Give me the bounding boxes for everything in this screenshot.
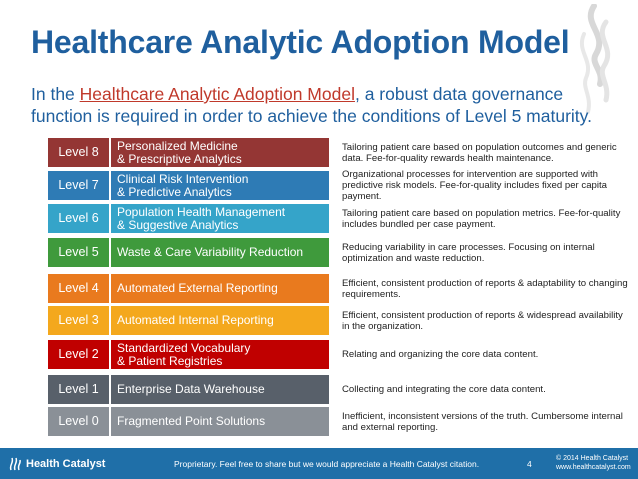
level-name <box>111 171 329 200</box>
level-name <box>111 306 329 335</box>
intro-prefix: In the <box>31 84 80 104</box>
catalyst-logo-icon <box>8 457 22 471</box>
level-name-line-1: Enterprise Data Warehouse <box>117 382 265 396</box>
level-row <box>48 138 638 167</box>
level-description <box>342 274 628 303</box>
level-row <box>48 238 638 267</box>
level-name <box>111 204 329 233</box>
intro-suffix: , a robust data governance function is required in order to achieve the conditions of Level 5 maturity. <box>31 84 592 126</box>
level-name-line-2: & Predictive Analytics <box>117 184 232 199</box>
level-row <box>48 407 638 436</box>
level-row <box>48 375 638 404</box>
level-row <box>48 171 638 200</box>
level-description-text: Collecting and integrating the core data content. <box>342 384 546 395</box>
level-name-line-2: & Prescriptive Analytics <box>117 151 242 166</box>
level-name <box>111 375 329 404</box>
level-name-line-1: Waste & Care Variability Reduction <box>117 245 304 259</box>
level-description <box>342 138 628 167</box>
level-name <box>111 340 329 369</box>
level-label: Level 7 <box>48 171 109 200</box>
level-description-text: Efficient, consistent production of reports & widespread availability in the organization. <box>342 309 623 332</box>
level-row <box>48 274 638 303</box>
level-name <box>111 238 329 267</box>
level-description <box>342 204 628 233</box>
footer-note: Proprietary. Feel free to share but we would appreciate a Health Catalyst citation. <box>174 459 480 469</box>
level-name-line-2: & Patient Registries <box>117 353 223 368</box>
level-label: Level 1 <box>48 375 109 404</box>
level-label: Level 2 <box>48 340 109 369</box>
level-name-line-1: Population Health Management <box>117 204 286 219</box>
level-label: Level 4 <box>48 274 109 303</box>
level-name-line-1: Automated Internal Reporting <box>117 313 274 327</box>
level-row <box>48 340 638 369</box>
health-catalyst-logo <box>8 457 105 471</box>
level-description <box>342 238 628 267</box>
page-title: Healthcare Analytic Adoption Model <box>31 24 570 60</box>
level-name-line-1: Standardized Vocabulary <box>117 340 251 355</box>
level-description-text: Efficient, consistent production of reports & adaptability to changing requirements. <box>342 277 628 300</box>
level-description-text: Tailoring patient care based on population metrics. Fee-for-quality includes bundled per case payment. <box>342 207 621 230</box>
copyright-line-1: © 2014 Health Catalyst <box>556 455 629 462</box>
intro-text <box>31 83 621 127</box>
level-label: Level 6 <box>48 204 109 233</box>
level-description-text: Tailoring patient care based on population outcomes and generic data. Fee-for-quality rewards health maintenance. <box>342 141 617 164</box>
level-description <box>342 407 628 436</box>
level-description-text: Inefficient, inconsistent versions of the truth. Cumbersome internal and external reporting. <box>342 410 623 433</box>
page-number: 4 <box>527 459 532 469</box>
level-name-line-1: Fragmented Point Solutions <box>117 414 266 428</box>
level-description <box>342 306 628 335</box>
level-description <box>342 171 628 200</box>
level-row <box>48 306 638 335</box>
level-name-line-1: Automated External Reporting <box>117 281 278 295</box>
level-label: Level 0 <box>48 407 109 436</box>
level-description-text: Relating and organizing the core data content. <box>342 349 539 360</box>
level-label: Level 8 <box>48 138 109 167</box>
level-name <box>111 407 329 436</box>
level-label: Level 5 <box>48 238 109 267</box>
level-description <box>342 375 628 404</box>
level-name <box>111 274 329 303</box>
model-link[interactable]: Healthcare Analytic Adoption Model <box>79 84 355 104</box>
level-name-line-1: Personalized Medicine <box>117 138 238 153</box>
level-name <box>111 138 329 167</box>
level-name-line-1: Clinical Risk Intervention <box>117 171 249 186</box>
level-label: Level 3 <box>48 306 109 335</box>
logo-text: Health Catalyst <box>26 458 106 470</box>
level-description-text: Organizational processes for intervention are supported with predictive risk models. Fee-for-quality includes fixed per capita payment. <box>342 169 608 202</box>
level-description <box>342 340 628 369</box>
level-description-text: Reducing variability in care processes. Focusing on internal optimization and waste reduction. <box>342 241 595 264</box>
level-name-line-2: & Suggestive Analytics <box>117 217 239 232</box>
copyright-line-2: www.healthcatalyst.com <box>556 464 631 471</box>
level-row <box>48 204 638 233</box>
footer-bar <box>0 448 638 479</box>
copyright <box>556 454 631 472</box>
